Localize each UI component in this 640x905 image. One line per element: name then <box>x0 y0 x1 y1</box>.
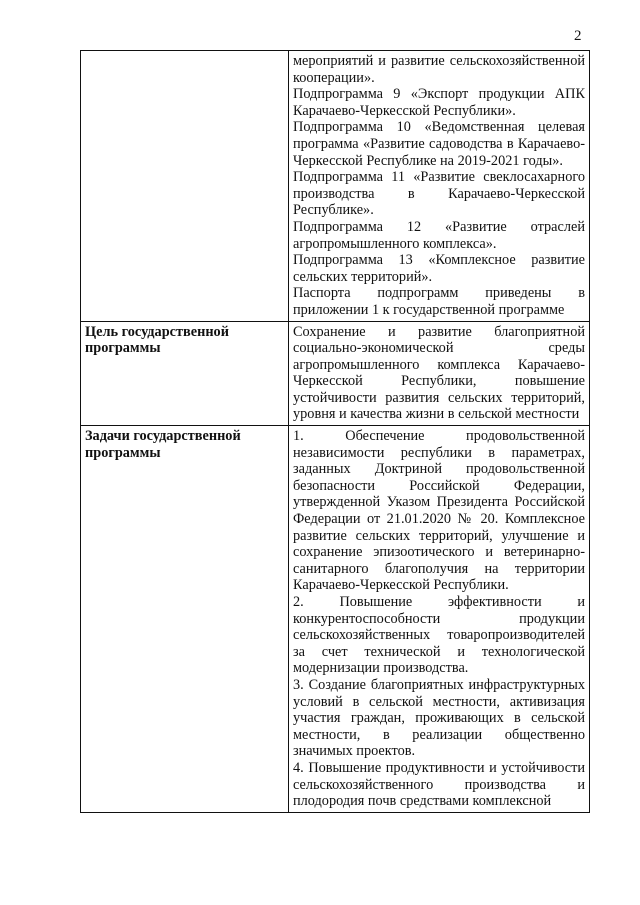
paragraph: Паспорта подпрограмм приведены в приложении 1 к государственной программе <box>293 285 585 318</box>
paragraph: Подпрограмма 13 «Комплексное развитие сельских территорий». <box>293 252 585 285</box>
row-label: Цель государственной программы <box>81 321 289 426</box>
paragraph: 4. Повышение продуктивности и устойчивости сельскохозяйственного производства и плодородия почв средствами комплексной <box>293 759 585 810</box>
table-row-subprograms <box>81 51 590 322</box>
table-row-tasks <box>81 426 590 813</box>
paragraph: мероприятий и развитие сельскохозяйственной кооперации». <box>293 53 585 86</box>
row-value <box>289 426 590 813</box>
paragraph: Сохранение и развитие благоприятной социально-экономической среды агропромышленного комплекса Карачаево-Черкесской Республики, повышение устойчивости развития сельских территорий, уровня и качества жизни в сельской местности <box>293 323 585 423</box>
row-label <box>81 51 289 322</box>
paragraph: 3. Создание благоприятных инфраструктурных условий в сельской местности, активизация участия граждан, проживающих в сельской местности, в реализации общественно значимых проектов. <box>293 676 585 760</box>
paragraph: Подпрограмма 12 «Развитие отраслей агропромышленного комплекса». <box>293 218 585 252</box>
table-row-goal <box>81 321 590 426</box>
paragraph: Подпрограмма 9 «Экспорт продукции АПК Карачаево-Черкесской Республики». <box>293 86 585 119</box>
row-value <box>289 51 590 322</box>
paragraph: 1. Обеспечение продовольственной независимости республики в параметрах, заданных Доктриной продовольственной безопасности Российской Федерации, утвержденной Указом Президента Российской Федерации от 21.01.2020 № 20. Комплексное развитие сельских территорий, улучшение и сохранение эпизоотического и ветеринарно-санитарного благополучия на территории Карачаево-Черкесской Республики. <box>293 428 585 594</box>
row-label: Задачи государственной программы <box>81 426 289 813</box>
paragraph: Подпрограмма 10 «Ведомственная целевая программа «Развитие садоводства в Карачаево-Черкесской Республике на 2019-2021 годы». <box>293 119 585 169</box>
row-value <box>289 321 590 426</box>
program-passport-table <box>80 50 590 813</box>
paragraph: 2. Повышение эффективности и конкурентоспособности продукции сельскохозяйственных товаропроизводителей за счет технической и технологической модернизации производства. <box>293 594 585 677</box>
paragraph: Подпрограмма 11 «Развитие свеклосахарного производства в Карачаево-Черкесской Республике». <box>293 169 585 219</box>
page-number: 2 <box>574 28 582 44</box>
